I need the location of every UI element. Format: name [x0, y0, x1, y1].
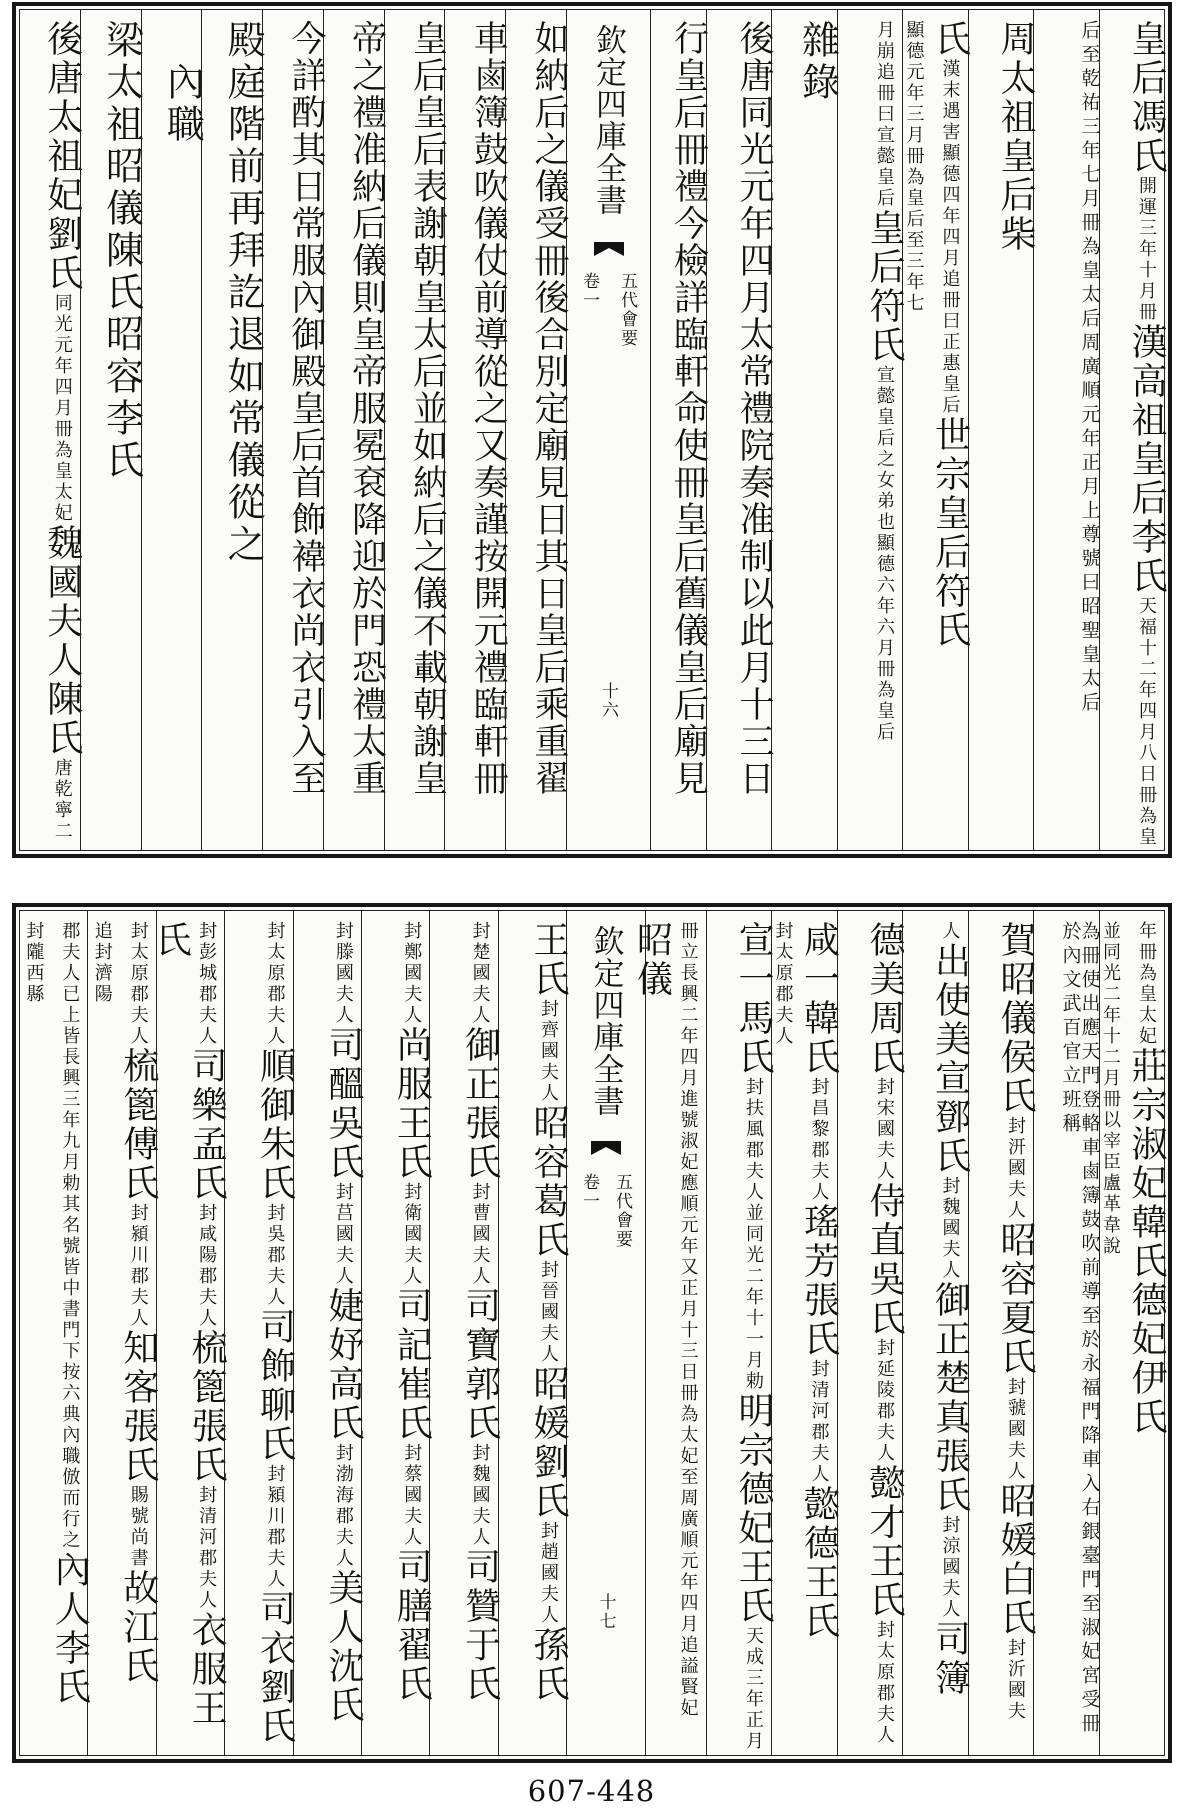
annotation-text: 封太原郡夫人	[264, 921, 286, 1047]
annotation-text: 封宋國夫人	[874, 1077, 895, 1182]
spine-section: 五代會要	[612, 1173, 632, 1249]
text-column	[293, 911, 364, 1755]
fish-tail-mark-icon	[591, 1141, 621, 1155]
fish-tail-mark-icon	[594, 242, 624, 256]
main-text: 世宗皇后符氏	[929, 416, 971, 650]
annotation-text: 冊立長興二年四月進號淑妃應順元年又正月十三日冊為太妃至周廣順元年四月追謚賢妃	[677, 921, 699, 1719]
text-column	[87, 911, 159, 1755]
main-text: 賀昭儀侯氏	[995, 921, 1036, 1116]
annotation-text: 封清河郡夫人	[808, 1359, 830, 1485]
main-text: 侍直吳氏	[864, 1182, 905, 1338]
main-text: 司記崔氏	[391, 1287, 433, 1443]
text-column	[1099, 10, 1165, 850]
annotation-text: 封潁川郡夫人	[264, 1464, 286, 1590]
text-column	[20, 911, 91, 1755]
bottom-spine	[566, 911, 646, 1755]
main-text: 王氏	[528, 921, 569, 999]
text-column: 帝之禮准納后儀則皇帝服冕袞降迎於門恐禮太重	[323, 10, 384, 850]
annotation-text: 封虢國夫人	[1005, 1377, 1026, 1482]
text-column: 后至乾祐三年七月冊為皇太后周廣順元年正月上尊號曰昭聖皇太后	[1033, 10, 1099, 850]
main-text: 順御朱氏	[254, 1047, 296, 1203]
annotation-text: 封莒國夫人	[332, 1182, 354, 1287]
main-text: 司簿	[929, 1620, 971, 1698]
top-right-half	[641, 10, 1167, 850]
annotation-text: 封渤海郡夫人	[332, 1443, 354, 1569]
top-left-half	[20, 10, 569, 850]
annotation-text: 漢末遇害顯德四年四月追冊曰正惠皇后	[939, 59, 961, 416]
text-column	[361, 911, 433, 1755]
text-column	[706, 911, 772, 1755]
folio-number: 607-448	[527, 1774, 656, 1808]
annotation-text: 封楚國夫人	[469, 921, 491, 1026]
top-page-frame	[19, 9, 1165, 851]
main-text: 懿德王氏	[798, 1485, 840, 1641]
annotation-text: 封沂國夫	[1005, 1638, 1026, 1722]
main-text: 梳篦傅氏	[117, 1047, 159, 1203]
text-column	[429, 911, 501, 1755]
annotation-text: 天福十二年四月八日冊為皇	[1136, 596, 1157, 848]
text-column	[837, 911, 903, 1755]
annotation-text: 年冊為皇太妃	[1136, 921, 1157, 1047]
main-text: 莊宗淑妃韓氏德妃伊氏	[1126, 1047, 1167, 1437]
main-text: 氏	[929, 20, 971, 59]
annotation-text: 封延陵郡夫人	[874, 1338, 895, 1464]
spine-page-number: 十七	[595, 1593, 616, 1631]
main-text: 司樂孟氏	[186, 1047, 228, 1203]
spine-section: 五代會要	[617, 272, 637, 348]
main-text: 皇后馮氏	[1126, 20, 1167, 176]
text-column	[498, 911, 569, 1755]
main-text: 懿才王氏	[864, 1464, 905, 1620]
annotation-text: 封潁川郡夫人	[127, 1203, 149, 1329]
text-column	[968, 10, 1034, 850]
annotation-text: 同光元年四月冊為皇太妃	[51, 293, 73, 524]
annotation-text: 封咸陽郡夫人	[196, 1203, 218, 1329]
main-text: 司醞吳氏	[322, 1026, 364, 1182]
main-text: 昭容葛氏	[528, 1104, 569, 1260]
main-text: 漢高祖皇后李氏	[1126, 323, 1167, 596]
main-text: 御正張氏	[459, 1026, 501, 1182]
annotation-text: 封昌黎郡夫人	[808, 1077, 830, 1203]
text-column: 行皇后冊禮今檢詳臨軒命使冊皇后舊儀皇后廟見	[668, 20, 709, 797]
annotation-text: 封彭城郡夫人	[196, 921, 218, 1047]
annotation-text: 並同光二年十二月冊以宰臣盧革韋說	[1100, 921, 1121, 1257]
annotation-text: 郡夫人已上皆長興三年九月勅其名號皆中書門下按六典內職倣而行之	[59, 921, 81, 1551]
annotation-text: 封涼國夫人	[939, 1515, 961, 1620]
annotation-text: 封汧國夫人	[1005, 1116, 1026, 1221]
text-column: 今詳酌其日常服內御殿皇后首飾褘衣尚衣引入至	[262, 10, 323, 850]
main-text: 昭容夏氏	[995, 1221, 1036, 1377]
spine-page-number: 十六	[598, 682, 618, 720]
annotation-text: 封隴西縣	[23, 921, 45, 1005]
text-column: 後唐同光元年四月太常禮院奏准制以此月十三日	[706, 10, 772, 850]
main-text: 尚服王氏	[391, 1026, 433, 1182]
main-text: 昭媛白氏	[995, 1482, 1036, 1638]
main-text: 御正楚真張氏	[929, 1281, 971, 1515]
main-text: 周太祖皇后柴	[995, 20, 1036, 254]
annotation-text: 封太原郡夫人	[127, 921, 149, 1047]
annotation-text: 天成三年正月	[743, 1626, 764, 1752]
main-text: 宣一馬氏	[733, 921, 774, 1077]
annotation-text: 封魏國夫人	[939, 1176, 961, 1281]
annotation-text: 宣懿皇后之女弟也顯德六年六月冊為皇后	[874, 365, 895, 743]
main-text: 梳篦張氏	[186, 1329, 228, 1485]
text-column: 殿庭階前再拜訖退如常儀從之	[201, 10, 262, 850]
bottom-page	[12, 903, 1172, 1763]
main-text: 司寶郭氏	[459, 1287, 501, 1443]
main-text: 司飾聊氏	[254, 1308, 296, 1464]
annotation-text: 封衛國夫人	[401, 1182, 423, 1287]
main-text: 婕妤高氏	[322, 1287, 364, 1443]
annotation-text: 封鄭國夫人	[401, 921, 423, 1026]
annotation-text: 封魏國夫人	[469, 1443, 491, 1548]
main-text: 瑤芳張氏	[798, 1203, 840, 1359]
annotation-text: 封太原郡夫人	[874, 1620, 895, 1746]
main-text: 德美周氏	[864, 921, 905, 1077]
annotation-text: 封趙國夫人	[538, 1521, 559, 1626]
spine-title: 欽定四庫全書	[590, 24, 626, 216]
main-text: 知客張氏	[117, 1329, 159, 1485]
text-column: 梁太祖昭儀陳氏昭容李氏	[80, 10, 141, 850]
annotation-text: 封曹國夫人	[469, 1182, 491, 1287]
text-column: 如納后之儀受冊後合別定廟見日其日皇后乘重翟	[505, 10, 566, 850]
text-column	[224, 911, 296, 1755]
main-text: 出使美宣鄧氏	[929, 942, 971, 1176]
text-column	[837, 10, 903, 850]
annotation-text: 封扶風郡夫人並同光二年十一月勅	[743, 1077, 764, 1392]
main-text: 孫氏	[528, 1626, 569, 1704]
text-column	[20, 10, 83, 850]
annotation-text: 顯德元年三月冊為皇后至三年七	[903, 20, 925, 314]
spine-volume: 卷一	[579, 272, 599, 310]
text-column: 為冊使出應天門登輅車鹵簿鼓吹前導至於永福門降車入右銀臺門至淑妃宮受冊於內文武百官立班稱	[1033, 911, 1099, 1755]
text-column: 內職	[141, 10, 202, 850]
main-text: 司衣劉氏	[254, 1590, 296, 1746]
annotation-text: 封太原郡夫人	[772, 921, 794, 1047]
main-text: 美人沈氏	[322, 1569, 364, 1725]
main-text: 皇后符氏	[864, 209, 905, 365]
annotation-text: 封蔡國夫人	[401, 1443, 423, 1548]
text-column	[771, 911, 840, 1755]
annotation-text: 封吳郡夫人	[264, 1203, 286, 1308]
top-spine	[566, 10, 651, 850]
annotation-text: 追封濟陽	[91, 921, 113, 1005]
annotation-text: 開運三年十月冊	[1136, 176, 1157, 323]
bottom-page-frame	[19, 910, 1165, 1756]
spine-title: 欽定四庫全書	[587, 925, 624, 1117]
text-column	[968, 911, 1034, 1755]
text-column	[902, 10, 971, 850]
main-text: 咸一韓氏	[798, 921, 840, 1077]
text-column	[150, 911, 228, 1755]
annotation-text: 封清河郡夫人	[196, 1485, 218, 1611]
annotation-text: 唐乾寧二	[51, 758, 73, 842]
main-text: 昭媛劉氏	[528, 1365, 569, 1521]
main-text: 內人李氏	[49, 1551, 91, 1707]
top-page	[12, 2, 1172, 858]
spine-volume: 卷一	[579, 1173, 599, 1211]
main-text: 昭儀	[631, 921, 673, 999]
annotation-text: 封滕國夫人	[332, 921, 354, 1026]
text-column	[631, 911, 706, 1755]
main-text: 明宗德妃王氏	[733, 1392, 774, 1626]
bottom-left-half	[20, 911, 569, 1755]
bottom-right-half	[631, 911, 1167, 1755]
annotation-text: 封晉國夫人	[538, 1260, 559, 1365]
annotation-text: 賜號尚書	[127, 1485, 149, 1569]
main-text: 司贊于氏	[459, 1548, 501, 1704]
annotation-text: 封齊國夫人	[538, 999, 559, 1104]
main-text: 後唐太祖妃劉氏	[41, 20, 83, 293]
annotation-text: 月崩追冊曰宣懿皇后	[874, 20, 895, 209]
text-column	[1099, 911, 1165, 1755]
main-text: 司膳翟氏	[391, 1548, 433, 1704]
text-column	[902, 911, 971, 1755]
text-column: 皇后皇后表謝朝皇太后並如納后之儀不載朝謝皇	[384, 10, 445, 850]
annotation-text: 人	[939, 921, 961, 942]
text-column: 雜錄	[771, 10, 837, 850]
main-text: 故江氏	[117, 1569, 159, 1686]
main-text: 魏國夫人陳氏	[41, 524, 83, 758]
main-text: 衣服王氏	[150, 921, 228, 1728]
text-column: 車鹵簿鼓吹儀仗前導從之又奏謹按開元禮臨軒冊	[444, 10, 505, 850]
